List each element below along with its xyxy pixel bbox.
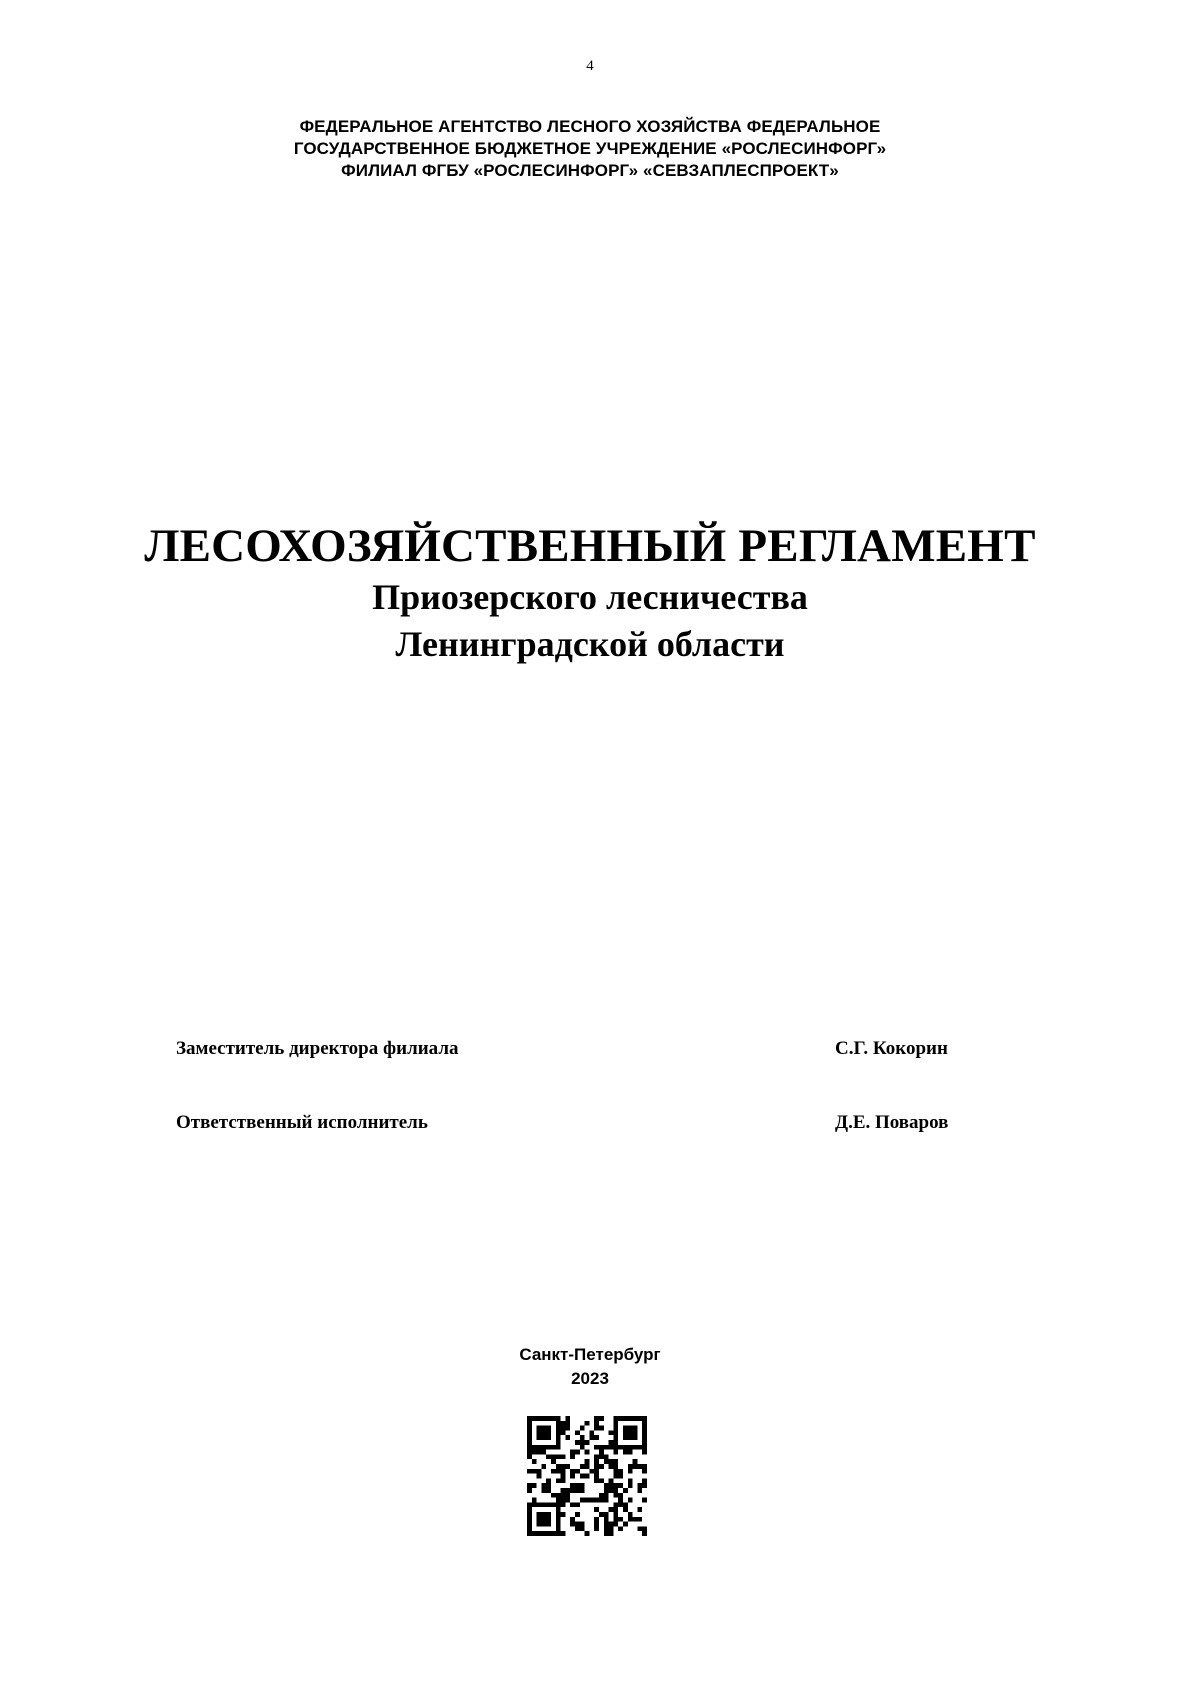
document-title-region: Ленинградской области <box>395 624 785 664</box>
document-title-forestry: Приозерского лесничества <box>372 577 808 617</box>
signature-name: С.Г. Кокорин <box>835 1038 948 1059</box>
qr-code-icon <box>527 1416 647 1536</box>
signature-row <box>176 1038 986 1062</box>
year: 2023 <box>571 1369 609 1388</box>
document-title-main: ЛЕСОХОЗЯЙСТВЕННЫЙ РЕГЛАМЕНТ <box>144 520 1036 572</box>
organization-header-line: ФИЛИАЛ ФГБУ «РОСЛЕСИНФОРГ» «СЕВЗАПЛЕСПРОЕКТ» <box>341 161 839 180</box>
signature-name: Д.Е. Поваров <box>835 1112 949 1133</box>
organization-header-line: ГОСУДАРСТВЕННОЕ БЮДЖЕТНОЕ УЧРЕЖДЕНИЕ «РОСЛЕСИНФОРГ» <box>293 139 887 158</box>
organization-header <box>0 116 1180 182</box>
organization-header-line: ФЕДЕРАЛЬНОЕ АГЕНТСТВО ЛЕСНОГО ХОЗЯЙСТВА ФЕДЕРАЛЬНОЕ <box>299 117 881 136</box>
place-and-year <box>0 1343 1180 1391</box>
page-number: 4 <box>586 58 594 74</box>
signature-row <box>176 1112 986 1136</box>
signature-role: Ответственный исполнитель <box>176 1112 428 1133</box>
city: Санкт-Петербург <box>519 1345 661 1364</box>
document-title <box>0 518 1180 668</box>
signatures-block <box>176 1038 986 1186</box>
signature-role: Заместитель директора филиала <box>176 1038 459 1059</box>
